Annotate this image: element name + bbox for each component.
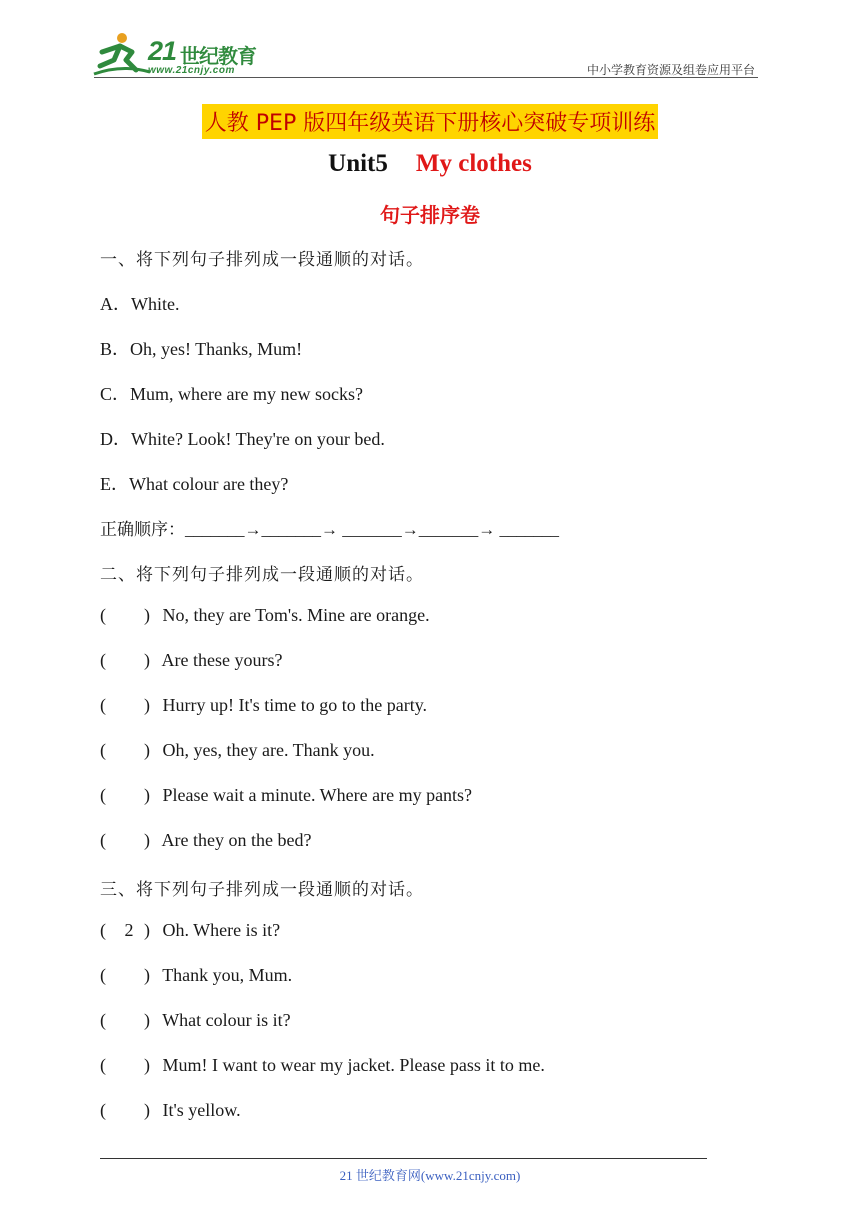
answer-blank: ( )	[100, 965, 150, 985]
list-item: ( ) Are they on the bed?	[100, 830, 312, 850]
section1-answer-line: 正确顺序：_______→_______→ _______→_______→ _______	[100, 520, 559, 539]
section1-item: A．White.	[100, 294, 180, 314]
section1-item: E．What colour are they?	[100, 474, 289, 494]
section1-heading: 一、将下列句子排列成一段通顺的对话。	[100, 250, 424, 270]
answer-blank: ( )	[100, 740, 150, 760]
runner-logo-icon	[92, 30, 152, 78]
footer-divider	[100, 1158, 707, 1159]
list-item: ( ) Are these yours?	[100, 650, 283, 670]
header-platform-text: 中小学教育资源及组卷应用平台	[586, 63, 755, 77]
list-item: ( ) Mum! I want to wear my jacket. Please pass it to me.	[100, 1055, 545, 1075]
logo-text: 世纪教育	[180, 44, 256, 68]
answer-blank: ( )	[100, 650, 150, 670]
list-item: ( ) No, they are Tom's. Mine are orange.	[100, 605, 430, 625]
answer-blank: ( )	[100, 695, 150, 715]
list-item: ( ) Hurry up! It's time to go to the party.	[100, 695, 428, 715]
section1-item: C．Mum, where are my new socks?	[100, 384, 363, 404]
list-item: ( ) It's yellow.	[100, 1100, 241, 1120]
logo-number: 21	[148, 36, 177, 66]
answer-blank: ( )	[100, 1010, 150, 1030]
list-item: ( ) What colour is it?	[100, 1010, 291, 1030]
title-container	[0, 104, 860, 139]
answer-blank: ( 2 )	[100, 920, 150, 940]
answer-blank: ( )	[100, 830, 150, 850]
list-item: ( 2 ) Oh. Where is it?	[100, 920, 281, 940]
list-item: ( ) Please wait a minute. Where are my pants?	[100, 785, 473, 805]
answer-blank: ( )	[100, 1055, 150, 1075]
logo	[92, 30, 262, 78]
unit-heading	[0, 150, 860, 178]
section3-heading: 三、将下列句子排列成一段通顺的对话。	[100, 880, 424, 900]
list-item: ( ) Thank you, Mum.	[100, 965, 293, 985]
unit-name: My clothes	[415, 150, 532, 177]
list-item: ( ) Oh, yes, they are. Thank you.	[100, 740, 375, 760]
answer-blank: ( )	[100, 1100, 150, 1120]
footer-text: 21 世纪教育网(www.21cnjy.com)	[339, 1168, 521, 1183]
subtitle: 句子排序卷	[380, 203, 480, 227]
answer-blank: ( )	[100, 605, 150, 625]
page-header	[92, 30, 757, 80]
section1-item: B．Oh, yes! Thanks, Mum!	[100, 339, 303, 359]
section1-item: D．White? Look! They're on your bed.	[100, 429, 385, 449]
page-title: 人教 PEP 版四年级英语下册核心突破专项训练	[202, 104, 658, 139]
unit-number: Unit5	[328, 150, 388, 177]
answer-blank: ( )	[100, 785, 150, 805]
header-divider	[94, 77, 758, 78]
logo-url: www.21cnjy.com	[148, 65, 235, 76]
section2-heading: 二、将下列句子排列成一段通顺的对话。	[100, 565, 424, 585]
